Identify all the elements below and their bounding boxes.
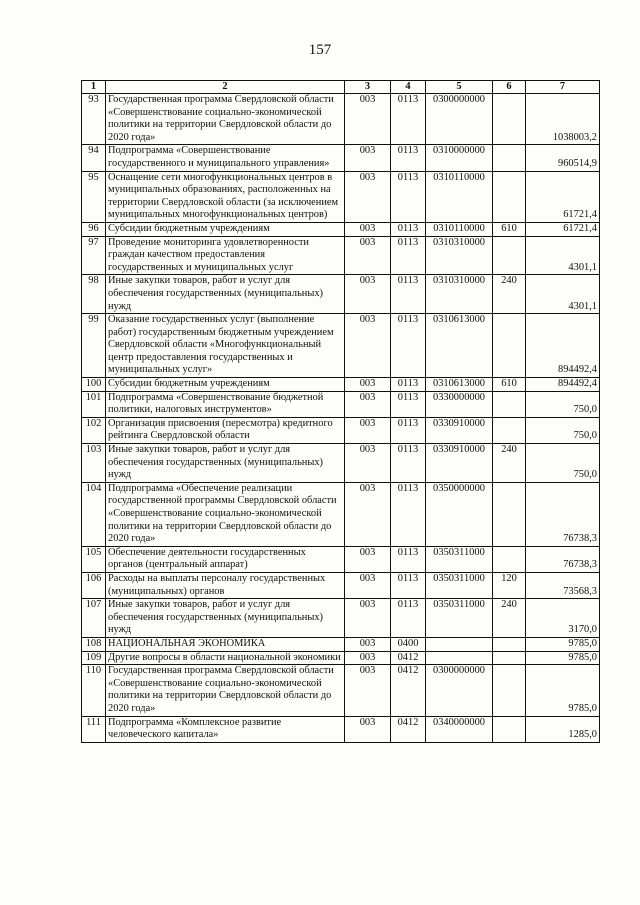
col-header: 3 (345, 81, 391, 94)
row-amount: 894492,4 (526, 314, 600, 378)
row-amount: 750,0 (526, 444, 600, 483)
row-target-article: 0300000000 (426, 665, 493, 716)
row-amount: 9785,0 (526, 665, 600, 716)
row-ministry-code: 003 (345, 145, 391, 171)
row-number: 99 (82, 314, 106, 378)
table-row (82, 275, 600, 314)
row-expense-type: 610 (493, 222, 526, 236)
table-row (82, 599, 600, 638)
row-section-code: 0412 (391, 651, 426, 665)
row-amount: 1038003,2 (526, 94, 600, 145)
table-row (82, 236, 600, 275)
col-header: 1 (82, 81, 106, 94)
row-ministry-code: 003 (345, 417, 391, 443)
table-row (82, 637, 600, 651)
row-target-article: 0330910000 (426, 417, 493, 443)
row-amount: 960514,9 (526, 145, 600, 171)
row-number: 103 (82, 444, 106, 483)
row-target-article: 0300000000 (426, 94, 493, 145)
page-number: 157 (308, 42, 332, 58)
col-header: 4 (391, 81, 426, 94)
row-amount: 750,0 (526, 417, 600, 443)
row-section-code: 0113 (391, 391, 426, 417)
row-section-code: 0113 (391, 572, 426, 598)
row-number: 105 (82, 546, 106, 572)
row-ministry-code: 003 (345, 314, 391, 378)
row-ministry-code: 003 (345, 546, 391, 572)
table-row (82, 222, 600, 236)
row-ministry-code: 003 (345, 391, 391, 417)
row-section-code: 0400 (391, 637, 426, 651)
row-ministry-code: 003 (345, 378, 391, 392)
row-section-code: 0113 (391, 599, 426, 638)
table-row (82, 665, 600, 716)
row-expense-type: 240 (493, 444, 526, 483)
row-expense-type: 610 (493, 378, 526, 392)
row-section-code: 0113 (391, 275, 426, 314)
row-number: 104 (82, 482, 106, 546)
row-expense-type (493, 391, 526, 417)
row-name: Подпрограмма «Совершенствование государственного и муниципального управления» (106, 145, 345, 171)
row-ministry-code: 003 (345, 444, 391, 483)
row-name: Субсидии бюджетным учреждениям (106, 378, 345, 392)
row-expense-type: 240 (493, 599, 526, 638)
row-ministry-code: 003 (345, 94, 391, 145)
row-number: 98 (82, 275, 106, 314)
row-number: 110 (82, 665, 106, 716)
row-name: Подпрограмма «Совершенствование бюджетной политики, налоговых инструментов» (106, 391, 345, 417)
row-ministry-code: 003 (345, 275, 391, 314)
row-expense-type (493, 716, 526, 742)
row-number: 107 (82, 599, 106, 638)
row-number: 106 (82, 572, 106, 598)
row-amount: 61721,4 (526, 222, 600, 236)
row-amount: 750,0 (526, 391, 600, 417)
row-ministry-code: 003 (345, 716, 391, 742)
row-name: Государственная программа Свердловской области «Совершенствование социально-экономической политики на территории Свердловской области до 2020 года» (106, 94, 345, 145)
row-section-code: 0412 (391, 665, 426, 716)
col-header: 6 (493, 81, 526, 94)
row-expense-type (493, 314, 526, 378)
row-amount: 76738,3 (526, 482, 600, 546)
table-row (82, 651, 600, 665)
row-ministry-code: 003 (345, 482, 391, 546)
row-name: Иные закупки товаров, работ и услуг для обеспечения государственных (муниципальных) нужд (106, 599, 345, 638)
row-name: Оснащение сети многофункциональных центров в муниципальных образованиях, расположенных на территории Свердловской области (за исключением муниципальных многофункциональных центров) (106, 171, 345, 222)
row-amount: 76738,3 (526, 546, 600, 572)
row-expense-type (493, 546, 526, 572)
row-number: 94 (82, 145, 106, 171)
row-target-article: 0310110000 (426, 171, 493, 222)
row-number: 95 (82, 171, 106, 222)
row-name: Оказание государственных услуг (выполнение работ) государственным бюджетным учреждением Свердловской области «Многофункциональный центр предоставления государственных и муниципальных услуг» (106, 314, 345, 378)
row-section-code: 0113 (391, 444, 426, 483)
table-row (82, 314, 600, 378)
row-expense-type (493, 637, 526, 651)
col-header: 5 (426, 81, 493, 94)
col-header: 7 (526, 81, 600, 94)
row-expense-type: 240 (493, 275, 526, 314)
row-name: Другие вопросы в области национальной экономики (106, 651, 345, 665)
row-name: Иные закупки товаров, работ и услуг для обеспечения государственных (муниципальных) нужд (106, 275, 345, 314)
row-target-article: 0310310000 (426, 275, 493, 314)
row-expense-type (493, 482, 526, 546)
row-expense-type (493, 171, 526, 222)
row-number: 100 (82, 378, 106, 392)
row-ministry-code: 003 (345, 236, 391, 275)
row-target-article: 0340000000 (426, 716, 493, 742)
budget-table (81, 80, 600, 743)
row-name: НАЦИОНАЛЬНАЯ ЭКОНОМИКА (106, 637, 345, 651)
table-row (82, 716, 600, 742)
row-target-article: 0310613000 (426, 314, 493, 378)
row-number: 108 (82, 637, 106, 651)
row-target-article: 0350311000 (426, 599, 493, 638)
row-target-article: 0310110000 (426, 222, 493, 236)
row-number: 96 (82, 222, 106, 236)
row-section-code: 0113 (391, 222, 426, 236)
table-row (82, 145, 600, 171)
row-section-code: 0113 (391, 236, 426, 275)
table-row (82, 546, 600, 572)
row-target-article (426, 651, 493, 665)
row-name: Субсидии бюджетным учреждениям (106, 222, 345, 236)
row-ministry-code: 003 (345, 599, 391, 638)
table-row (82, 94, 600, 145)
row-expense-type: 120 (493, 572, 526, 598)
row-amount: 3170,0 (526, 599, 600, 638)
row-amount: 4301,1 (526, 236, 600, 275)
row-target-article: 0350311000 (426, 572, 493, 598)
row-amount: 1285,0 (526, 716, 600, 742)
row-section-code: 0113 (391, 94, 426, 145)
row-expense-type (493, 236, 526, 275)
row-name: Иные закупки товаров, работ и услуг для обеспечения государственных (муниципальных) нужд (106, 444, 345, 483)
row-expense-type (493, 94, 526, 145)
row-target-article: 0330910000 (426, 444, 493, 483)
row-section-code: 0113 (391, 314, 426, 378)
row-ministry-code: 003 (345, 637, 391, 651)
row-amount: 73568,3 (526, 572, 600, 598)
row-ministry-code: 003 (345, 572, 391, 598)
row-target-article: 0310613000 (426, 378, 493, 392)
row-number: 101 (82, 391, 106, 417)
row-name: Проведение мониторинга удовлетворенности граждан качеством предоставления государственных и муниципальных услуг (106, 236, 345, 275)
row-amount: 4301,1 (526, 275, 600, 314)
row-section-code: 0412 (391, 716, 426, 742)
row-number: 97 (82, 236, 106, 275)
table-row (82, 444, 600, 483)
table-row (82, 391, 600, 417)
col-header: 2 (106, 81, 345, 94)
row-amount: 9785,0 (526, 637, 600, 651)
row-section-code: 0113 (391, 417, 426, 443)
row-section-code: 0113 (391, 546, 426, 572)
row-number: 102 (82, 417, 106, 443)
table-row (82, 378, 600, 392)
row-ministry-code: 003 (345, 665, 391, 716)
row-section-code: 0113 (391, 171, 426, 222)
row-expense-type (493, 651, 526, 665)
table-row (82, 171, 600, 222)
row-target-article: 0330000000 (426, 391, 493, 417)
row-expense-type (493, 417, 526, 443)
row-name: Обеспечение деятельности государственных органов (центральный аппарат) (106, 546, 345, 572)
row-name: Подпрограмма «Обеспечение реализации государственной программы Свердловской области «Совершенствование социально-экономической политики на территории Свердловской области до 2020 года» (106, 482, 345, 546)
row-name: Организация присвоения (пересмотра) кредитного рейтинга Свердловской области (106, 417, 345, 443)
row-amount: 9785,0 (526, 651, 600, 665)
table-row (82, 417, 600, 443)
row-number: 109 (82, 651, 106, 665)
header-row (82, 81, 600, 94)
row-expense-type (493, 665, 526, 716)
row-amount: 894492,4 (526, 378, 600, 392)
row-number: 111 (82, 716, 106, 742)
row-target-article: 0310310000 (426, 236, 493, 275)
row-expense-type (493, 145, 526, 171)
row-number: 93 (82, 94, 106, 145)
row-name: Подпрограмма «Комплексное развитие человеческого капитала» (106, 716, 345, 742)
row-ministry-code: 003 (345, 651, 391, 665)
row-section-code: 0113 (391, 378, 426, 392)
row-name: Государственная программа Свердловской области «Совершенствование социально-экономической политики на территории Свердловской области до 2020 года» (106, 665, 345, 716)
row-target-article: 0350311000 (426, 546, 493, 572)
row-target-article: 0310000000 (426, 145, 493, 171)
row-ministry-code: 003 (345, 222, 391, 236)
row-target-article (426, 637, 493, 651)
row-target-article: 0350000000 (426, 482, 493, 546)
table-row (82, 572, 600, 598)
row-name: Расходы на выплаты персоналу государственных (муниципальных) органов (106, 572, 345, 598)
table-row (82, 482, 600, 546)
row-amount: 61721,4 (526, 171, 600, 222)
row-ministry-code: 003 (345, 171, 391, 222)
row-section-code: 0113 (391, 482, 426, 546)
row-section-code: 0113 (391, 145, 426, 171)
